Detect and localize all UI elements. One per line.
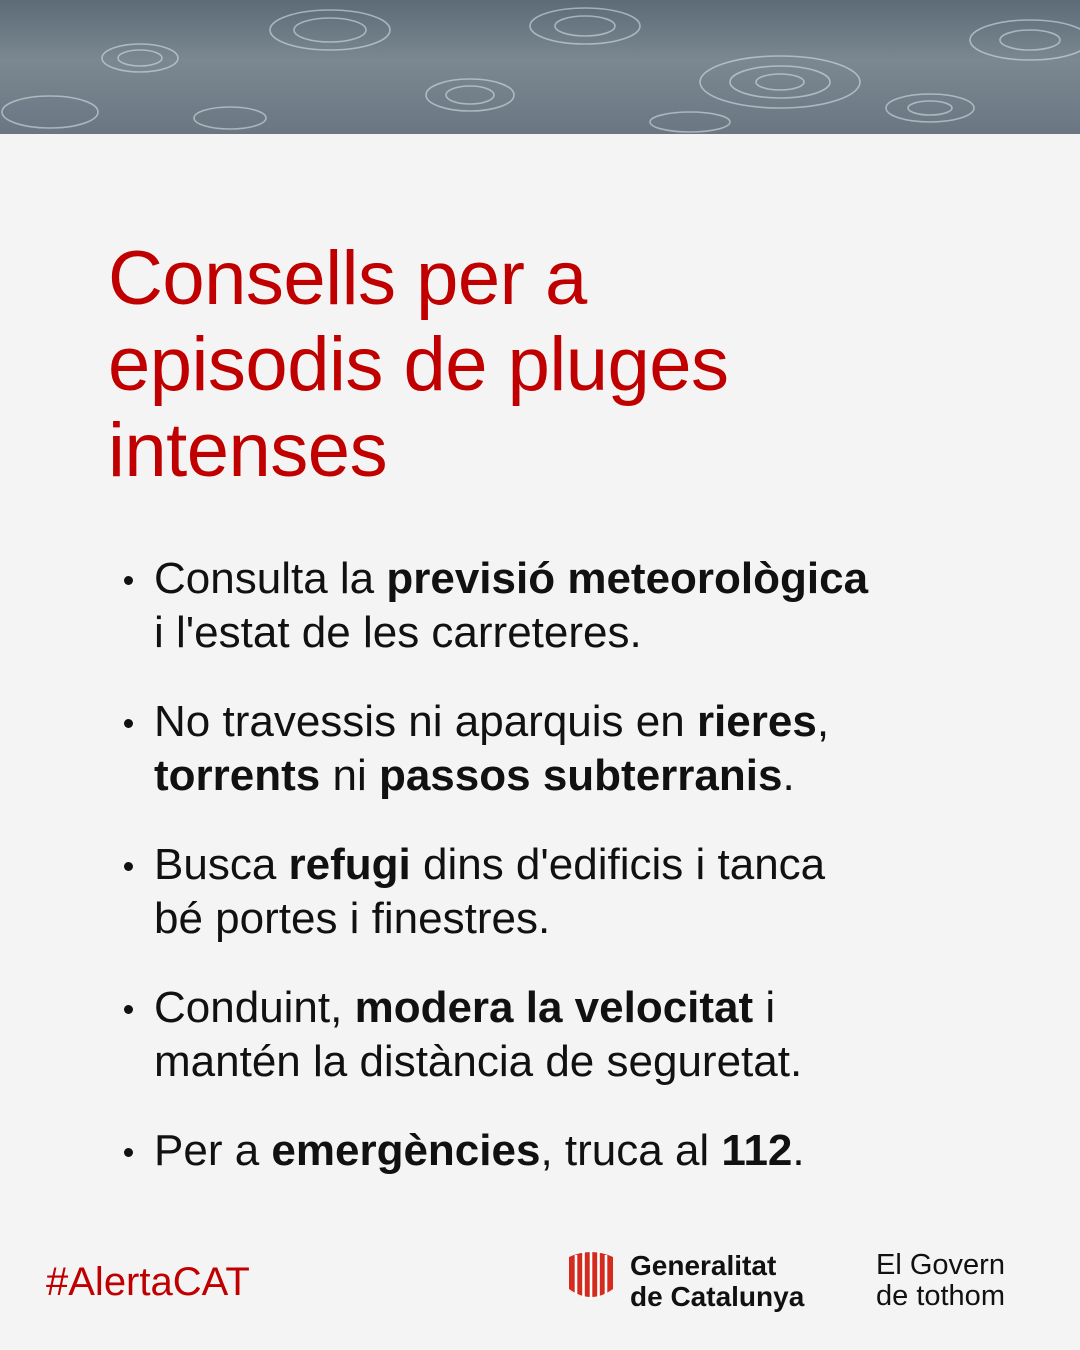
bullet-icon: [124, 719, 133, 728]
tip-line: [154, 749, 1000, 803]
page-title: [108, 236, 1008, 494]
tip-line: [154, 892, 1000, 946]
tip-line: [154, 552, 1000, 606]
tip-text: i l'estat de les carreteres.: [154, 608, 642, 657]
govern-slogan-line: El Govern: [876, 1249, 1005, 1281]
tip-text: i: [753, 983, 776, 1032]
title-line: episodis de pluges: [108, 322, 729, 407]
tip-emphasis: previsió meteorològica: [386, 554, 869, 603]
tip-item: [120, 695, 1000, 803]
tip-emphasis: 112: [721, 1126, 793, 1175]
generalitat-name-line: de Catalunya: [630, 1281, 805, 1312]
tip-text: .: [782, 751, 795, 800]
bullet-icon: [124, 862, 133, 871]
tip-text: Conduint,: [154, 983, 355, 1032]
tip-text: Consulta la: [154, 554, 387, 603]
bullet-icon: [124, 1005, 133, 1014]
generalitat-name: [630, 1250, 804, 1312]
tip-item: [120, 838, 1000, 946]
tip-text: Busca: [154, 840, 289, 889]
tip-item: [120, 1124, 1000, 1178]
tip-text: Per a: [154, 1126, 272, 1175]
hashtag-label: #AlertaCAT: [46, 1260, 250, 1304]
title-line: intenses: [108, 408, 388, 493]
tip-emphasis: emergències: [271, 1126, 541, 1175]
tip-text: No travessis ni aparquis en: [154, 697, 697, 746]
tip-item: [120, 552, 1000, 660]
rain-ripples-graphic: [0, 0, 1080, 134]
bullet-icon: [124, 1148, 133, 1157]
tip-text: dins d'edificis i tanca: [410, 840, 826, 889]
tip-text: , truca al: [540, 1126, 722, 1175]
tip-line: [154, 838, 1000, 892]
tip-emphasis: rieres: [696, 697, 817, 746]
tip-line: [154, 695, 1000, 749]
title-line: Consells per a: [108, 236, 587, 321]
generalitat-senyera-icon: [566, 1247, 616, 1303]
generalitat-name-line: Generalitat: [630, 1250, 777, 1281]
govern-slogan-line: de tothom: [876, 1280, 1005, 1312]
tip-text: ni: [320, 751, 379, 800]
tip-line: [154, 1035, 1000, 1089]
tip-line: [154, 606, 1000, 660]
tip-text: mantén la distància de seguretat.: [154, 1037, 803, 1086]
tip-emphasis: torrents: [154, 751, 321, 800]
tip-line: [154, 1124, 1000, 1178]
bullet-icon: [124, 576, 133, 585]
tips-list: [120, 552, 1000, 1213]
tip-text: bé portes i finestres.: [154, 894, 551, 943]
tip-item: [120, 981, 1000, 1089]
tip-emphasis: modera la velocitat: [354, 983, 754, 1032]
rain-banner-image: [0, 0, 1080, 134]
tip-text: .: [792, 1126, 805, 1175]
govern-slogan: [876, 1250, 1005, 1312]
tip-text: ,: [816, 697, 830, 746]
tip-line: [154, 981, 1000, 1035]
tip-emphasis: refugi: [288, 840, 411, 889]
tip-emphasis: passos subterranis: [378, 751, 783, 800]
